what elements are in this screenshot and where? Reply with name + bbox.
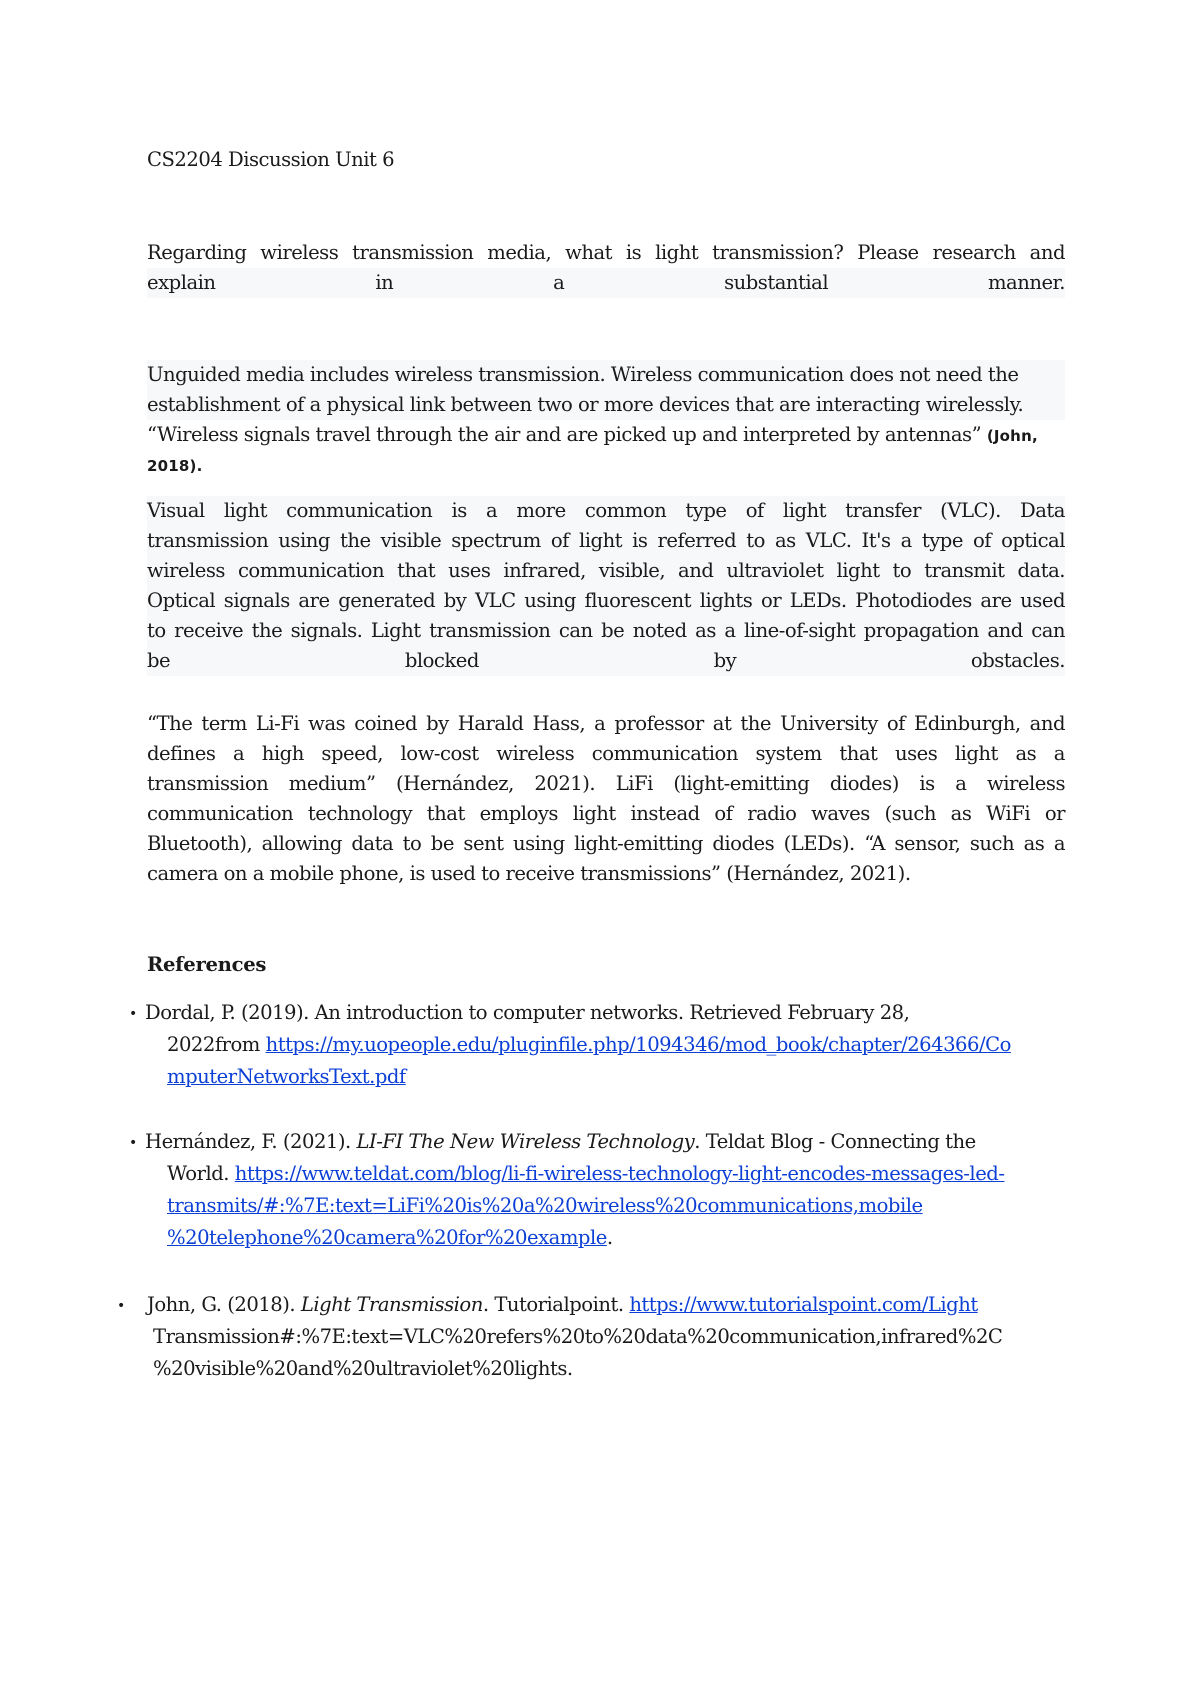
reference-dordal-line-2 [145, 1029, 1075, 1061]
reference-john [147, 1289, 1077, 1385]
paragraph-unguided-media [147, 360, 1065, 481]
paragraph2-line: Optical signals are generated by VLC using fluorescent lights or LEDs. Photodiodes are used [147, 589, 1065, 612]
reference-hernandez-line-3 [145, 1190, 1075, 1222]
paragraph3-line: “The term Li-Fi was coined by Harald Hass, a professor at the University of Edinburgh, and [147, 712, 1065, 735]
question-line-2: explain in a substantial manner. [147, 268, 1065, 298]
reference-john-author: John, G. (2018). [147, 1293, 301, 1316]
reference-hernandez-rest: . Teldat Blog - Connecting the [694, 1130, 976, 1153]
bullet-icon: • [129, 1135, 138, 1151]
paragraph2-line: Visual light communication is a more common type of light transfer (VLC). Data [147, 499, 1065, 522]
paragraph1-line-2: establishment of a physical link between two or more devices that are interacting wirelessly. [147, 390, 1065, 420]
reference-john-line-2: Transmission#:%7E:text=VLC%20refers%20to%20data%20communication,infrared%2C [153, 1325, 1003, 1348]
question-paragraph [147, 238, 1065, 298]
reference-dordal-link-cont[interactable]: mputerNetworksText.pdf [167, 1065, 406, 1088]
reference-dordal-line-1: Dordal, P. (2019). An introduction to computer networks. Retrieved February 28, [145, 1001, 910, 1024]
reference-dordal-prefix: 2022from [167, 1033, 266, 1056]
reference-hernandez-link[interactable]: https://www.teldat.com/blog/li-fi-wireless-technology-light-encodes-messages-led- [234, 1162, 1005, 1185]
reference-hernandez-prefix: World. [167, 1162, 235, 1185]
paragraph1-line-3-wrap [147, 420, 1065, 451]
paragraph3-line: defines a high speed, low-cost wireless communication system that uses light as a [147, 742, 1065, 765]
reference-hernandez-line-2 [145, 1158, 1075, 1190]
paragraph3-line: transmission medium” (Hernández, 2021). LiFi (light-emitting diodes) is a wireless [147, 772, 1065, 795]
reference-dordal-link[interactable]: https://my.uopeople.edu/pluginfile.php/1094346/mod_book/chapter/264366/Co [265, 1033, 1011, 1056]
reference-hernandez-link-cont[interactable]: transmits/#:%7E:text=LiFi%20is%20a%20wireless%20communications,mobile [167, 1194, 923, 1217]
reference-hernandez [145, 1126, 1075, 1254]
references-heading: References [147, 953, 267, 976]
reference-dordal-line-3 [145, 1061, 1075, 1093]
paragraph3-line: Bluetooth), allowing data to be sent using light-emitting diodes (LEDs). “A sensor, such as a [147, 832, 1065, 855]
citation-john-part1: (John, [986, 427, 1038, 445]
reference-hernandez-line-1 [145, 1126, 1075, 1158]
reference-john-line-1 [147, 1289, 1077, 1321]
reference-john-line-3: %20visible%20and%20ultraviolet%20lights. [153, 1357, 573, 1380]
paragraph3-line: camera on a mobile phone, is used to receive transmissions” (Hernández, 2021). [147, 862, 911, 885]
paragraph2-line: wireless communication that uses infrared, visible, and ultraviolet light to transmit data. [147, 559, 1065, 582]
paragraph2-line: to receive the signals. Light transmission can be noted as a line-of-sight propagation and can [147, 619, 1065, 642]
paragraph-vlc [147, 496, 1065, 676]
document-title: CS2204 Discussion Unit 6 [147, 148, 395, 171]
paragraph1-line-1: Unguided media includes wireless transmission. Wireless communication does not need the [147, 360, 1065, 390]
paragraph3-line: communication technology that employs light instead of radio waves (such as WiFi or [147, 802, 1065, 825]
bullet-icon: • [129, 1006, 138, 1022]
reference-hernandez-link-end[interactable]: %20telephone%20camera%20for%20example [167, 1226, 607, 1249]
reference-hernandez-author: Hernández, F. (2021). [145, 1130, 357, 1153]
reference-john-link[interactable]: https://www.tutorialspoint.com/Light [629, 1293, 978, 1316]
paragraph2-line: be blocked by obstacles. [147, 649, 1065, 672]
reference-hernandez-title: LI-FI The New Wireless Technology [356, 1130, 695, 1153]
bullet-icon: • [117, 1298, 126, 1314]
paragraph-lifi [147, 709, 1065, 889]
reference-hernandez-suffix: . [606, 1226, 613, 1249]
reference-hernandez-line-4 [145, 1222, 1075, 1254]
paragraph2-line: transmission using the visible spectrum of light is referred to as VLC. It's a type of optical [147, 529, 1065, 552]
reference-dordal [145, 997, 1075, 1093]
reference-john-title: Light Transmission [300, 1293, 483, 1316]
citation-john-part2: 2018). [147, 457, 203, 475]
question-line-1: Regarding wireless transmission media, what is light transmission? Please research and [147, 241, 1065, 264]
paragraph1-line-3: “Wireless signals travel through the air and are picked up and interpreted by antennas” [147, 423, 982, 446]
reference-john-rest: . Tutorialpoint. [482, 1293, 630, 1316]
